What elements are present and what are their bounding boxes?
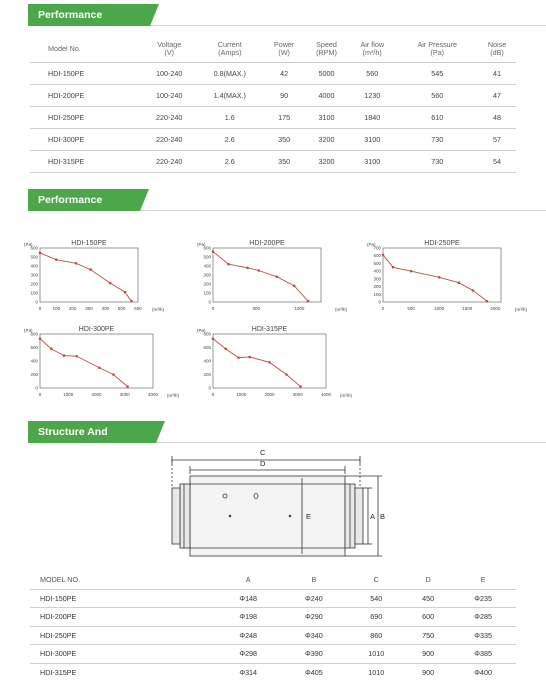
table-cell: 2.6 bbox=[196, 128, 263, 150]
table-body bbox=[30, 62, 516, 172]
y-tick-label: 200 bbox=[30, 372, 38, 377]
table-row bbox=[30, 663, 516, 680]
table-cell: 1.6 bbox=[196, 106, 263, 128]
table-cell: HDI-300PE bbox=[30, 645, 215, 664]
plot-frame bbox=[383, 248, 501, 302]
x-tick-label: 2000 bbox=[264, 392, 275, 397]
table-cell: 1230 bbox=[348, 84, 397, 106]
x-axis-label: (m³/h) bbox=[152, 307, 164, 312]
table-header-row bbox=[30, 36, 516, 62]
table-cell: Φ298 bbox=[215, 645, 281, 664]
data-point bbox=[212, 250, 215, 253]
table-cell: Φ285 bbox=[450, 608, 516, 627]
column-header bbox=[348, 36, 397, 62]
x-tick-label: 0 bbox=[381, 306, 385, 311]
x-tick-label: 200 bbox=[68, 306, 77, 311]
chart-hdi-250pe bbox=[365, 234, 535, 314]
data-point bbox=[63, 354, 66, 357]
data-point bbox=[293, 285, 296, 288]
column-header: D bbox=[406, 571, 450, 589]
y-axis-label: (Pa) bbox=[197, 242, 206, 247]
series-line bbox=[40, 339, 128, 387]
table-cell: Φ148 bbox=[215, 589, 281, 608]
table-cell: Φ335 bbox=[450, 626, 516, 645]
table-cell: 1.4(MAX.) bbox=[196, 84, 263, 106]
table-cell: Φ240 bbox=[281, 589, 347, 608]
column-header-unit: (Pa) bbox=[430, 47, 445, 57]
table-cell: 57 bbox=[478, 128, 516, 150]
chart-hdi-300pe bbox=[22, 320, 187, 400]
structure-size-table bbox=[30, 571, 516, 680]
table-cell: 1010 bbox=[347, 645, 406, 664]
table-cell: HDI-300PE bbox=[30, 128, 142, 150]
column-header-unit: (W) bbox=[278, 47, 290, 57]
x-tick-label: 0 bbox=[211, 306, 215, 311]
x-tick-label: 600 bbox=[134, 306, 142, 311]
chart-hdi-315pe bbox=[195, 320, 360, 400]
y-tick-label: 800 bbox=[203, 331, 211, 337]
table-cell: 610 bbox=[397, 106, 479, 128]
data-point bbox=[307, 300, 310, 303]
y-tick-label: 200 bbox=[203, 281, 211, 287]
table-cell: 350 bbox=[263, 128, 305, 150]
x-tick-label: 300 bbox=[85, 306, 93, 311]
dimension-b-label: B bbox=[380, 512, 386, 521]
data-point bbox=[124, 291, 127, 294]
dimension-e-label: E bbox=[306, 512, 312, 521]
x-tick-label: 3000 bbox=[292, 392, 303, 397]
dimension-a-label: A bbox=[370, 512, 376, 521]
fan-drawing bbox=[160, 448, 390, 566]
data-point bbox=[130, 300, 133, 303]
x-tick-label: 1000 bbox=[434, 306, 445, 311]
y-tick-label: 100 bbox=[203, 290, 211, 296]
section-title: Structure And Size(mm) bbox=[28, 421, 156, 443]
table-cell: 100-240 bbox=[142, 62, 196, 84]
chart-title: HDI-150PE bbox=[71, 240, 107, 247]
series-line bbox=[40, 253, 131, 301]
structure-size-header bbox=[28, 421, 546, 460]
table-cell: 41 bbox=[478, 62, 516, 84]
column-header bbox=[30, 36, 142, 62]
series-line bbox=[383, 255, 487, 301]
table-cell: HDI-150PE bbox=[30, 62, 142, 84]
table-cell: Φ405 bbox=[281, 663, 347, 680]
column-header-label: Model No. bbox=[48, 43, 81, 53]
table-cell: 47 bbox=[478, 84, 516, 106]
column-header-label: Current bbox=[217, 39, 242, 49]
structure-diagram bbox=[160, 448, 390, 566]
data-point bbox=[257, 269, 260, 272]
section-title: Performance Parameter bbox=[28, 4, 150, 26]
table-cell: 54 bbox=[478, 150, 516, 172]
table-cell: Φ290 bbox=[281, 608, 347, 627]
table-cell: 3100 bbox=[348, 128, 397, 150]
y-tick-label: 400 bbox=[30, 358, 38, 364]
data-point bbox=[50, 348, 53, 351]
table-cell: 4000 bbox=[305, 84, 348, 106]
x-axis-label: (m³/h) bbox=[340, 393, 352, 398]
column-header-unit: (RPM) bbox=[316, 47, 337, 57]
dimension-c-label: C bbox=[260, 448, 266, 457]
y-tick-label: 200 bbox=[373, 284, 381, 290]
table-cell: Φ340 bbox=[281, 626, 347, 645]
y-tick-label: 400 bbox=[30, 263, 38, 269]
y-tick-label: 0 bbox=[35, 385, 38, 391]
table-cell: Φ314 bbox=[215, 663, 281, 680]
table-row bbox=[30, 150, 516, 172]
chart-title: HDI-200PE bbox=[249, 240, 285, 247]
table-cell: 860 bbox=[347, 626, 406, 645]
table-cell: 220-240 bbox=[142, 128, 196, 150]
x-tick-label: 4000 bbox=[320, 392, 332, 397]
table-cell: 900 bbox=[406, 663, 450, 680]
table-cell: 730 bbox=[397, 128, 479, 150]
chart-svg bbox=[195, 320, 360, 400]
table-cell: 1010 bbox=[347, 663, 406, 680]
y-tick-label: 300 bbox=[373, 276, 381, 282]
table-cell: 540 bbox=[347, 589, 406, 608]
table-cell: HDI-200PE bbox=[30, 84, 142, 106]
table-header-row bbox=[30, 571, 516, 589]
y-tick-label: 600 bbox=[203, 245, 211, 251]
y-tick-label: 200 bbox=[203, 372, 211, 377]
table-cell: Φ198 bbox=[215, 608, 281, 627]
table-row bbox=[30, 62, 516, 84]
table-row bbox=[30, 128, 516, 150]
y-axis-label: (Pa) bbox=[367, 242, 376, 247]
y-tick-label: 300 bbox=[30, 272, 38, 278]
series-line bbox=[213, 252, 308, 302]
data-point bbox=[75, 262, 78, 265]
column-header: MODEL NO. bbox=[30, 571, 215, 589]
y-tick-label: 400 bbox=[203, 358, 211, 364]
data-point bbox=[382, 254, 385, 257]
y-tick-label: 400 bbox=[373, 268, 381, 274]
table-cell: 690 bbox=[347, 608, 406, 627]
table-cell: 48 bbox=[478, 106, 516, 128]
y-tick-label: 300 bbox=[203, 272, 211, 278]
plot-frame bbox=[40, 248, 138, 302]
chart-svg bbox=[365, 234, 535, 314]
table-cell: 600 bbox=[406, 608, 450, 627]
column-header-label: Noise bbox=[487, 39, 507, 49]
x-tick-label: 4000 bbox=[147, 392, 159, 397]
x-axis-label: (m³/h) bbox=[335, 307, 347, 312]
table-cell: 730 bbox=[397, 150, 479, 172]
data-point bbox=[248, 356, 251, 359]
table-cell: 545 bbox=[397, 62, 479, 84]
chart-svg bbox=[195, 234, 355, 314]
x-tick-label: 1000 bbox=[236, 392, 247, 397]
y-tick-label: 0 bbox=[208, 385, 211, 391]
table-cell: 0.8(MAX.) bbox=[196, 62, 263, 84]
x-tick-label: 1000 bbox=[294, 306, 305, 311]
table-cell: 350 bbox=[263, 150, 305, 172]
chart-title: HDI-315PE bbox=[251, 326, 288, 333]
y-tick-label: 600 bbox=[203, 345, 211, 350]
table-row bbox=[30, 106, 516, 128]
data-point bbox=[268, 361, 271, 364]
table-cell: 560 bbox=[348, 62, 397, 84]
table-cell: 450 bbox=[406, 589, 450, 608]
plot-frame bbox=[213, 248, 321, 302]
x-axis-label: (m³/h) bbox=[167, 393, 179, 398]
chart-svg bbox=[22, 234, 172, 314]
performance-curves-header bbox=[28, 189, 546, 228]
column-header bbox=[142, 36, 196, 62]
x-tick-label: 3000 bbox=[119, 392, 130, 397]
y-axis-label: (Pa) bbox=[24, 242, 33, 247]
x-tick-label: 500 bbox=[407, 306, 415, 311]
y-axis-label: (Pa) bbox=[24, 328, 33, 333]
x-tick-label: 0 bbox=[211, 392, 215, 397]
table-cell: 42 bbox=[263, 62, 305, 84]
chart-title: HDI-250PE bbox=[424, 240, 460, 247]
data-point bbox=[276, 276, 279, 279]
x-tick-label: 500 bbox=[117, 306, 126, 311]
table-cell: HDI-250PE bbox=[30, 106, 142, 128]
column-header bbox=[196, 36, 263, 62]
table-cell: 3200 bbox=[305, 128, 348, 150]
y-tick-label: 500 bbox=[373, 260, 381, 266]
column-header: C bbox=[347, 571, 406, 589]
series-line bbox=[213, 339, 301, 387]
y-tick-label: 500 bbox=[30, 254, 38, 260]
data-point bbox=[98, 366, 101, 369]
table-cell: 90 bbox=[263, 84, 305, 106]
x-tick-label: 500 bbox=[252, 306, 260, 311]
y-tick-label: 600 bbox=[30, 245, 38, 251]
chart-hdi-200pe bbox=[195, 234, 355, 314]
performance-parameter-table bbox=[30, 36, 516, 173]
plot-frame bbox=[40, 334, 153, 388]
y-tick-label: 0 bbox=[35, 299, 38, 305]
column-header-label: Air flow bbox=[360, 39, 385, 49]
column-header-label: Air Pressure bbox=[417, 39, 458, 49]
data-point bbox=[126, 385, 129, 388]
y-tick-label: 0 bbox=[378, 299, 381, 305]
table-cell: HDI-315PE bbox=[30, 663, 215, 680]
x-tick-label: 2000 bbox=[91, 392, 102, 397]
y-tick-label: 400 bbox=[203, 263, 211, 269]
y-tick-label: 500 bbox=[203, 254, 211, 260]
data-point bbox=[438, 276, 441, 279]
table-cell: Φ235 bbox=[450, 589, 516, 608]
x-tick-label: 100 bbox=[52, 306, 61, 311]
data-point bbox=[224, 348, 227, 351]
column-header-label: Voltage bbox=[157, 39, 182, 49]
table-cell: 1840 bbox=[348, 106, 397, 128]
column-header: A bbox=[215, 571, 281, 589]
table-row bbox=[30, 608, 516, 627]
column-header bbox=[263, 36, 305, 62]
data-point bbox=[472, 289, 475, 292]
data-point bbox=[410, 270, 413, 273]
data-point bbox=[486, 300, 489, 303]
data-point bbox=[227, 263, 230, 266]
x-tick-label: 1000 bbox=[63, 392, 74, 397]
table-cell: 3100 bbox=[305, 106, 348, 128]
table-row bbox=[30, 589, 516, 608]
x-axis-label: (m³/h) bbox=[515, 307, 527, 312]
chart-title: HDI-300PE bbox=[78, 326, 115, 333]
y-tick-label: 700 bbox=[373, 245, 381, 251]
plot-frame bbox=[213, 334, 326, 388]
data-point bbox=[55, 258, 58, 261]
table-cell: 5000 bbox=[305, 62, 348, 84]
performance-parameter-header bbox=[28, 4, 546, 43]
chart-svg bbox=[22, 320, 187, 400]
data-point bbox=[39, 252, 42, 255]
table-cell: 3100 bbox=[348, 150, 397, 172]
table-cell: 560 bbox=[397, 84, 479, 106]
data-point bbox=[89, 268, 92, 271]
x-tick-label: 1500 bbox=[462, 306, 473, 311]
data-point bbox=[458, 281, 461, 284]
table-cell: HDI-200PE bbox=[30, 608, 215, 627]
data-point bbox=[392, 266, 395, 269]
table-cell: 750 bbox=[406, 626, 450, 645]
y-tick-label: 200 bbox=[30, 281, 38, 287]
table-cell: 100-240 bbox=[142, 84, 196, 106]
table-cell: 900 bbox=[406, 645, 450, 664]
column-header-unit: (Amps) bbox=[218, 47, 242, 57]
column-header: E bbox=[450, 571, 516, 589]
table-cell: 220-240 bbox=[142, 106, 196, 128]
y-tick-label: 100 bbox=[30, 290, 38, 296]
data-point bbox=[246, 267, 249, 270]
data-point bbox=[112, 373, 115, 376]
chart-hdi-150pe bbox=[22, 234, 172, 314]
column-header bbox=[305, 36, 348, 62]
column-header-unit: (dB) bbox=[490, 47, 504, 57]
table-row bbox=[30, 84, 516, 106]
dimension-d-label: D bbox=[260, 459, 266, 468]
column-header-label: Power bbox=[273, 39, 295, 49]
y-tick-label: 0 bbox=[208, 299, 211, 305]
table-cell: HDI-315PE bbox=[30, 150, 142, 172]
data-point bbox=[75, 355, 78, 358]
table-cell: HDI-250PE bbox=[30, 626, 215, 645]
column-header-unit: (m³/h) bbox=[362, 47, 382, 57]
y-tick-label: 600 bbox=[373, 253, 381, 259]
column-header bbox=[397, 36, 479, 62]
y-tick-label: 600 bbox=[30, 345, 38, 350]
data-point bbox=[212, 337, 215, 340]
table-cell: HDI-150PE bbox=[30, 589, 215, 608]
y-tick-label: 100 bbox=[373, 291, 381, 297]
data-point bbox=[285, 373, 288, 376]
y-axis-label: (Pa) bbox=[197, 328, 206, 333]
table-body bbox=[30, 589, 516, 680]
x-tick-label: 0 bbox=[38, 306, 42, 311]
table-cell: 175 bbox=[263, 106, 305, 128]
table-row bbox=[30, 626, 516, 645]
table-cell: Φ385 bbox=[450, 645, 516, 664]
table-cell: Φ400 bbox=[450, 663, 516, 680]
table-cell: 220-240 bbox=[142, 150, 196, 172]
column-header-label: Speed bbox=[316, 39, 337, 49]
y-tick-label: 800 bbox=[30, 331, 38, 337]
column-header-unit: (V) bbox=[164, 47, 175, 57]
data-point bbox=[39, 337, 42, 340]
data-point bbox=[109, 282, 112, 285]
column-header bbox=[478, 36, 516, 62]
section-title: Performance Curves bbox=[28, 189, 140, 211]
data-point bbox=[237, 356, 240, 359]
data-point bbox=[299, 385, 302, 388]
table-cell: Φ248 bbox=[215, 626, 281, 645]
column-header: B bbox=[281, 571, 347, 589]
x-tick-label: 0 bbox=[38, 392, 42, 397]
table-cell: 3200 bbox=[305, 150, 348, 172]
table-cell: Φ390 bbox=[281, 645, 347, 664]
x-tick-label: 2000 bbox=[490, 306, 501, 311]
table-row bbox=[30, 645, 516, 664]
table-cell: 2.6 bbox=[196, 150, 263, 172]
x-tick-label: 400 bbox=[101, 306, 110, 311]
